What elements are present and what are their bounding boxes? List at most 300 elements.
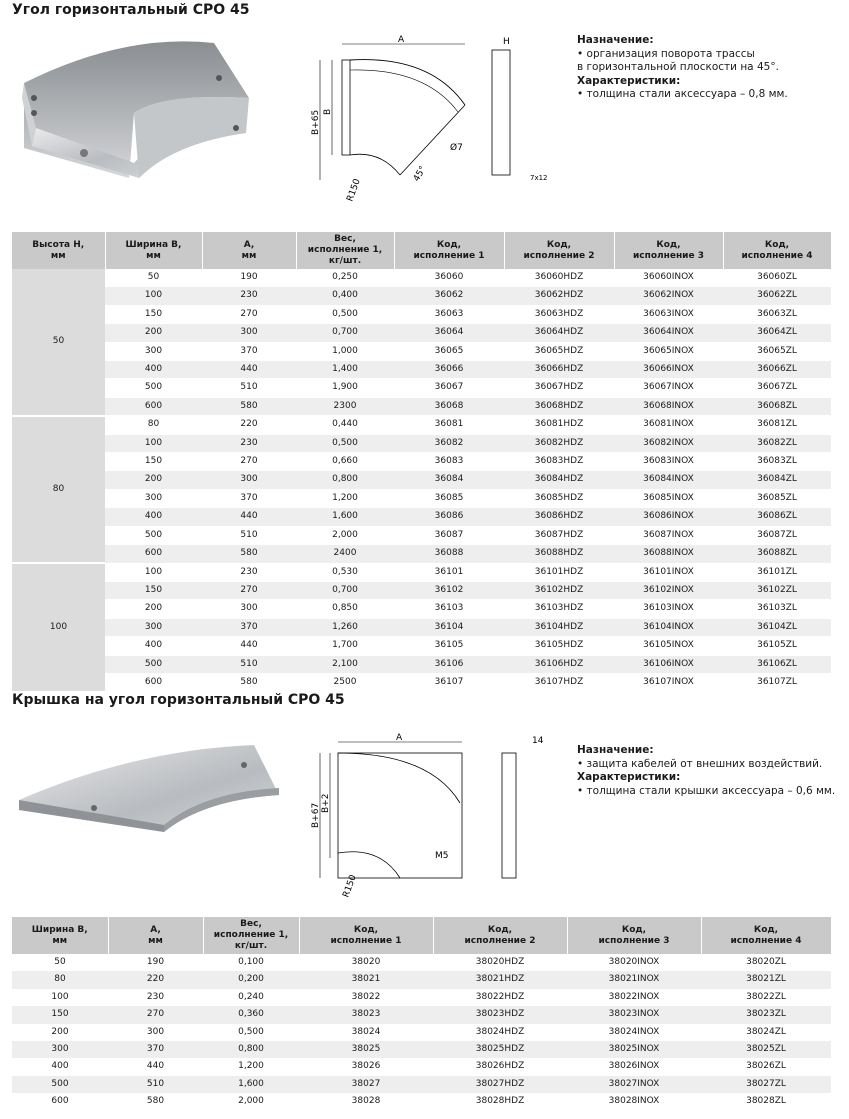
table-cell: 38025	[299, 1041, 433, 1058]
table-cell: 38028HDZ	[433, 1093, 567, 1110]
column-header: Код, исполнение 2	[504, 232, 614, 269]
table-cell: 36064ZL	[723, 324, 831, 342]
table-row	[12, 1076, 831, 1093]
table-cell: 510	[108, 1076, 203, 1093]
table-cell: 36101INOX	[614, 563, 723, 581]
table-cell: 2400	[296, 545, 394, 563]
section-title-angle: Угол горизонтальный СРО 45	[12, 2, 250, 18]
table-cell: 36060HDZ	[504, 269, 614, 287]
table-cell: 440	[202, 637, 296, 655]
table-cell: 36101HDZ	[504, 563, 614, 581]
column-header: Код, исполнение 3	[614, 232, 723, 269]
table-cell: 36067ZL	[723, 379, 831, 397]
table-cell: 36063HDZ	[504, 305, 614, 323]
table-cell: 50	[105, 269, 202, 287]
table-cell: 38026HDZ	[433, 1058, 567, 1075]
dim-R: R150	[341, 873, 359, 900]
table-cell: 36068	[394, 397, 504, 415]
table-cell: 36060INOX	[614, 269, 723, 287]
table-cell: 2,100	[296, 655, 394, 673]
info-block-angle	[577, 34, 837, 102]
table-cell: 36082ZL	[723, 434, 831, 452]
table-cell: 36083	[394, 453, 504, 471]
table-cell: 36066ZL	[723, 361, 831, 379]
table-cell: 36062INOX	[614, 287, 723, 305]
table-cell: 370	[108, 1041, 203, 1058]
table-cell: 0,400	[296, 287, 394, 305]
table-cell: 38024INOX	[567, 1024, 701, 1041]
table-cell: 400	[12, 1058, 108, 1075]
table-cell: 36064	[394, 324, 504, 342]
table-cell: 0,250	[296, 269, 394, 287]
table-cell: 150	[105, 305, 202, 323]
height-group-cell: 80	[12, 416, 105, 563]
table-cell: 80	[105, 416, 202, 434]
purpose-line: • организация поворота трассы	[577, 47, 755, 60]
column-header: A, мм	[202, 232, 296, 269]
table-cell: 38023ZL	[701, 1006, 831, 1023]
table-cell: 36082	[394, 434, 504, 452]
table-cell: 38020	[299, 954, 433, 971]
table-cell: 38024	[299, 1024, 433, 1041]
table-cell: 1,700	[296, 637, 394, 655]
table-cell: 36087HDZ	[504, 526, 614, 544]
table-cell: 580	[202, 673, 296, 691]
table-cell: 36066INOX	[614, 361, 723, 379]
table-cell: 38021HDZ	[433, 971, 567, 988]
table-row	[12, 434, 831, 452]
table-cell: 230	[202, 434, 296, 452]
table-cell: 38026INOX	[567, 1058, 701, 1075]
table-cell: 36063ZL	[723, 305, 831, 323]
table-row	[12, 453, 831, 471]
table-cell: 38028INOX	[567, 1093, 701, 1110]
table-cell: 36085ZL	[723, 489, 831, 507]
table-cell: 36083HDZ	[504, 453, 614, 471]
table-cell: 38020ZL	[701, 954, 831, 971]
table-cell: 0,240	[203, 989, 299, 1006]
table-cell: 500	[105, 379, 202, 397]
table-cell: 36105INOX	[614, 637, 723, 655]
table-cell: 36102	[394, 581, 504, 599]
dim-B2: B+2	[321, 793, 331, 813]
column-header: Вес, исполнение 1, кг/шт.	[203, 917, 299, 954]
column-header: Ширина B, мм	[12, 917, 108, 954]
table-row	[12, 655, 831, 673]
table-cell: 36084ZL	[723, 471, 831, 489]
table-row	[12, 673, 831, 691]
dim-B: B	[323, 108, 333, 115]
table-cell: 36107INOX	[614, 673, 723, 691]
dim-B65: B+65	[311, 109, 321, 135]
table-cell: 150	[12, 1006, 108, 1023]
table-cell: 36086ZL	[723, 508, 831, 526]
technical-drawing-cover	[300, 728, 560, 903]
table-cell: 400	[105, 361, 202, 379]
table-cell: 100	[105, 287, 202, 305]
table-cell: 190	[202, 269, 296, 287]
table-cell: 220	[202, 416, 296, 434]
dim-R: R150	[345, 177, 363, 204]
table-cover-specs	[12, 917, 832, 1111]
table-cell: 36082HDZ	[504, 434, 614, 452]
table-cell: 38021INOX	[567, 971, 701, 988]
table-cell: 230	[202, 563, 296, 581]
table-cell: 0,800	[296, 471, 394, 489]
table-cell: 500	[12, 1076, 108, 1093]
table-cell: 36102ZL	[723, 581, 831, 599]
table-row	[12, 618, 831, 636]
table-cell: 0,700	[296, 581, 394, 599]
table-cell: 38022HDZ	[433, 989, 567, 1006]
table-cell: 230	[202, 287, 296, 305]
table-cell: 36067	[394, 379, 504, 397]
table-cell: 36104HDZ	[504, 618, 614, 636]
column-header: Высота H, мм	[12, 232, 105, 269]
table-cell: 36084INOX	[614, 471, 723, 489]
table-cell: 36103INOX	[614, 600, 723, 618]
table-cell: 2,000	[203, 1093, 299, 1110]
table-cell: 36067HDZ	[504, 379, 614, 397]
table-cell: 36103HDZ	[504, 600, 614, 618]
table-angle-specs	[12, 232, 832, 693]
table-cell: 36086INOX	[614, 508, 723, 526]
table-cell: 36106ZL	[723, 655, 831, 673]
purpose-heading: Назначение:	[577, 34, 654, 46]
table-cell: 38025INOX	[567, 1041, 701, 1058]
table-cell: 38020INOX	[567, 954, 701, 971]
table-cell: 36065	[394, 342, 504, 360]
specs-line: • толщина стали аксессуара – 0,8 мм.	[577, 88, 788, 100]
table-row	[12, 324, 831, 342]
product-photo-angle	[14, 38, 254, 188]
table-cell: 300	[105, 342, 202, 360]
table-cell: 36067INOX	[614, 379, 723, 397]
table-cell: 36081HDZ	[504, 416, 614, 434]
table-cell: 36088ZL	[723, 545, 831, 563]
table-cell: 580	[202, 397, 296, 415]
table-cell: 300	[202, 600, 296, 618]
table-row	[12, 287, 831, 305]
dim-angle: 45°	[411, 164, 429, 184]
table-cell: 36085HDZ	[504, 489, 614, 507]
table-cell: 1,260	[296, 618, 394, 636]
column-header: Код, исполнение 2	[433, 917, 567, 954]
table-cell: 440	[202, 361, 296, 379]
table-cell: 36105ZL	[723, 637, 831, 655]
table-cell: 400	[105, 637, 202, 655]
purpose-heading: Назначение:	[577, 744, 654, 756]
table-cell: 2300	[296, 397, 394, 415]
table-cell: 0,530	[296, 563, 394, 581]
table-row	[12, 989, 831, 1006]
table-cell: 440	[108, 1058, 203, 1075]
table-cell: 36105	[394, 637, 504, 655]
dim-A: A	[396, 733, 403, 743]
table-cell: 36105HDZ	[504, 637, 614, 655]
table-row	[12, 471, 831, 489]
table-cell: 80	[12, 971, 108, 988]
table-row	[12, 269, 831, 287]
table-cell: 38028	[299, 1093, 433, 1110]
table-cell: 36101	[394, 563, 504, 581]
table-cell: 580	[202, 545, 296, 563]
purpose-line: в горизонтальной плоскости на 45°.	[577, 61, 779, 73]
table-cell: 200	[105, 324, 202, 342]
table-cell: 36087	[394, 526, 504, 544]
table-cell: 600	[105, 673, 202, 691]
table-cell: 300	[202, 471, 296, 489]
table-cell: 1,600	[203, 1076, 299, 1093]
table-cell: 0,200	[203, 971, 299, 988]
table-row	[12, 563, 831, 581]
product-photo-cover	[14, 740, 284, 840]
table-cell: 38026ZL	[701, 1058, 831, 1075]
dim-H: H	[503, 37, 510, 47]
dim-d7: Ø7	[450, 143, 463, 153]
table-cell: 36064HDZ	[504, 324, 614, 342]
table-cell: 38021ZL	[701, 971, 831, 988]
table-cell: 36102HDZ	[504, 581, 614, 599]
table-cell: 38027HDZ	[433, 1076, 567, 1093]
table-cell: 38026	[299, 1058, 433, 1075]
table-cell: 36081INOX	[614, 416, 723, 434]
table-cell: 38022INOX	[567, 989, 701, 1006]
table-row	[12, 971, 831, 988]
table-row	[12, 581, 831, 599]
table-cell: 1,200	[296, 489, 394, 507]
table-cell: 370	[202, 342, 296, 360]
table-cell: 0,500	[203, 1024, 299, 1041]
table-cell: 36065ZL	[723, 342, 831, 360]
table-cell: 38023	[299, 1006, 433, 1023]
table-cell: 36104INOX	[614, 618, 723, 636]
table-cell: 36106	[394, 655, 504, 673]
column-header: Код, исполнение 1	[394, 232, 504, 269]
table-row	[12, 397, 831, 415]
table-cell: 36088	[394, 545, 504, 563]
table-cell: 36060	[394, 269, 504, 287]
table-row	[12, 1058, 831, 1075]
table-cell: 36084	[394, 471, 504, 489]
table-cell: 220	[108, 971, 203, 988]
table-cell: 36081ZL	[723, 416, 831, 434]
table-cell: 36081	[394, 416, 504, 434]
column-header: A, мм	[108, 917, 203, 954]
table-cell: 38021	[299, 971, 433, 988]
table-cell: 36066	[394, 361, 504, 379]
table-cell: 300	[108, 1024, 203, 1041]
table-cell: 100	[105, 563, 202, 581]
dim-B67: B+67	[311, 802, 321, 828]
table-row	[12, 416, 831, 434]
table-cell: 36082INOX	[614, 434, 723, 452]
section-title-cover: Крышка на угол горизонтальный СРО 45	[12, 692, 345, 708]
table-row	[12, 342, 831, 360]
column-header: Код, исполнение 1	[299, 917, 433, 954]
table-row	[12, 361, 831, 379]
table-row	[12, 954, 831, 971]
table-cell: 38023INOX	[567, 1006, 701, 1023]
table-cell: 190	[108, 954, 203, 971]
column-header: Код, исполнение 4	[701, 917, 831, 954]
table-cell: 270	[202, 453, 296, 471]
table-cell: 580	[108, 1093, 203, 1110]
table-cell: 270	[108, 1006, 203, 1023]
table-cell: 36107	[394, 673, 504, 691]
table-cell: 36062	[394, 287, 504, 305]
table-cell: 36068INOX	[614, 397, 723, 415]
table-cell: 1,600	[296, 508, 394, 526]
table-cell: 0,700	[296, 324, 394, 342]
table-cell: 38028ZL	[701, 1093, 831, 1110]
specs-heading: Характеристики:	[577, 771, 681, 783]
table-cell: 1,000	[296, 342, 394, 360]
table-cell: 36106HDZ	[504, 655, 614, 673]
table-row	[12, 1006, 831, 1023]
table-cell: 50	[12, 954, 108, 971]
column-header: Код, исполнение 3	[567, 917, 701, 954]
table-cell: 200	[12, 1024, 108, 1041]
table-cell: 36106INOX	[614, 655, 723, 673]
table-cell: 500	[105, 655, 202, 673]
table-cell: 0,500	[296, 305, 394, 323]
table-cell: 440	[202, 508, 296, 526]
table-cell: 38024ZL	[701, 1024, 831, 1041]
table-cell: 36085INOX	[614, 489, 723, 507]
table-cell: 36064INOX	[614, 324, 723, 342]
table-row	[12, 600, 831, 618]
table-cell: 0,660	[296, 453, 394, 471]
purpose-line: • защита кабелей от внешних воздействий.	[577, 757, 823, 770]
table-cell: 38025HDZ	[433, 1041, 567, 1058]
table-cell: 36087ZL	[723, 526, 831, 544]
dim-14: 14	[532, 736, 544, 746]
table-cell: 36063	[394, 305, 504, 323]
table-cell: 0,500	[296, 434, 394, 452]
table-row	[12, 379, 831, 397]
table-cell: 38027	[299, 1076, 433, 1093]
height-group-cell: 50	[12, 269, 105, 416]
table-row	[12, 1024, 831, 1041]
table-cell: 38020HDZ	[433, 954, 567, 971]
table-cell: 36086HDZ	[504, 508, 614, 526]
table-cell: 0,800	[203, 1041, 299, 1058]
column-header: Код, исполнение 4	[723, 232, 831, 269]
table-cell: 36060ZL	[723, 269, 831, 287]
table-cell: 200	[105, 600, 202, 618]
table-cell: 0,100	[203, 954, 299, 971]
table-cell: 36086	[394, 508, 504, 526]
table-cell: 400	[105, 508, 202, 526]
table-row	[12, 1041, 831, 1058]
table-cell: 370	[202, 618, 296, 636]
table-cell: 38022ZL	[701, 989, 831, 1006]
table-cell: 36085	[394, 489, 504, 507]
info-block-cover	[577, 744, 842, 798]
table-cell: 36104ZL	[723, 618, 831, 636]
table-cell: 2500	[296, 673, 394, 691]
table-cell: 300	[105, 618, 202, 636]
table-cell: 36101ZL	[723, 563, 831, 581]
table-cell: 38024HDZ	[433, 1024, 567, 1041]
table-cell: 600	[12, 1093, 108, 1110]
table-cell: 600	[105, 545, 202, 563]
table-cell: 36068ZL	[723, 397, 831, 415]
table-cell: 38025ZL	[701, 1041, 831, 1058]
table-cell: 38023HDZ	[433, 1006, 567, 1023]
table-cell: 1,900	[296, 379, 394, 397]
table-cell: 36107ZL	[723, 673, 831, 691]
specs-line: • толщина стали крышки аксессуара – 0,6 мм.	[577, 784, 836, 797]
table-cell: 1,200	[203, 1058, 299, 1075]
table-cell: 0,850	[296, 600, 394, 618]
table-cell: 100	[12, 989, 108, 1006]
table-cell: 36103	[394, 600, 504, 618]
table-cell: 38027INOX	[567, 1076, 701, 1093]
specs-heading: Характеристики:	[577, 74, 681, 87]
table-row	[12, 489, 831, 507]
table-cell: 36083INOX	[614, 453, 723, 471]
table-row	[12, 637, 831, 655]
table-cell: 0,440	[296, 416, 394, 434]
table-cell: 36102INOX	[614, 581, 723, 599]
table-row	[12, 1093, 831, 1110]
table-cell: 36087INOX	[614, 526, 723, 544]
table-row	[12, 545, 831, 563]
table-row	[12, 526, 831, 544]
table-cell: 150	[105, 453, 202, 471]
table-cell: 300	[105, 489, 202, 507]
table-cell: 36103ZL	[723, 600, 831, 618]
dim-slot: 7x12	[530, 174, 548, 182]
table-cell: 500	[105, 526, 202, 544]
table-cell: 36088HDZ	[504, 545, 614, 563]
table-cell: 100	[105, 434, 202, 452]
table-cell: 36088INOX	[614, 545, 723, 563]
table-cell: 36068HDZ	[504, 397, 614, 415]
column-header: Вес, исполнение 1, кг/шт.	[296, 232, 394, 269]
table-cell: 230	[108, 989, 203, 1006]
table-cell: 200	[105, 471, 202, 489]
table-cell: 36084HDZ	[504, 471, 614, 489]
table-cell: 300	[202, 324, 296, 342]
table-cell: 36107HDZ	[504, 673, 614, 691]
table-cell: 300	[12, 1041, 108, 1058]
technical-drawing-angle	[300, 30, 560, 215]
table-cell: 600	[105, 397, 202, 415]
dim-A: A	[398, 35, 405, 45]
height-group-cell: 100	[12, 563, 105, 692]
column-header: Ширина B, мм	[105, 232, 202, 269]
table-cell: 510	[202, 655, 296, 673]
table-cell: 370	[202, 489, 296, 507]
table-cell: 36083ZL	[723, 453, 831, 471]
table-cell: 150	[105, 581, 202, 599]
table-cell: 510	[202, 526, 296, 544]
dim-M5: M5	[435, 851, 449, 861]
table-cell: 38027ZL	[701, 1076, 831, 1093]
table-cell: 36062ZL	[723, 287, 831, 305]
table-cell: 36062HDZ	[504, 287, 614, 305]
table-cell: 2,000	[296, 526, 394, 544]
table-cell: 38022	[299, 989, 433, 1006]
table-cell: 510	[202, 379, 296, 397]
table-cell: 1,400	[296, 361, 394, 379]
table-cell: 36104	[394, 618, 504, 636]
table-cell: 36065HDZ	[504, 342, 614, 360]
table-cell: 0,360	[203, 1006, 299, 1023]
